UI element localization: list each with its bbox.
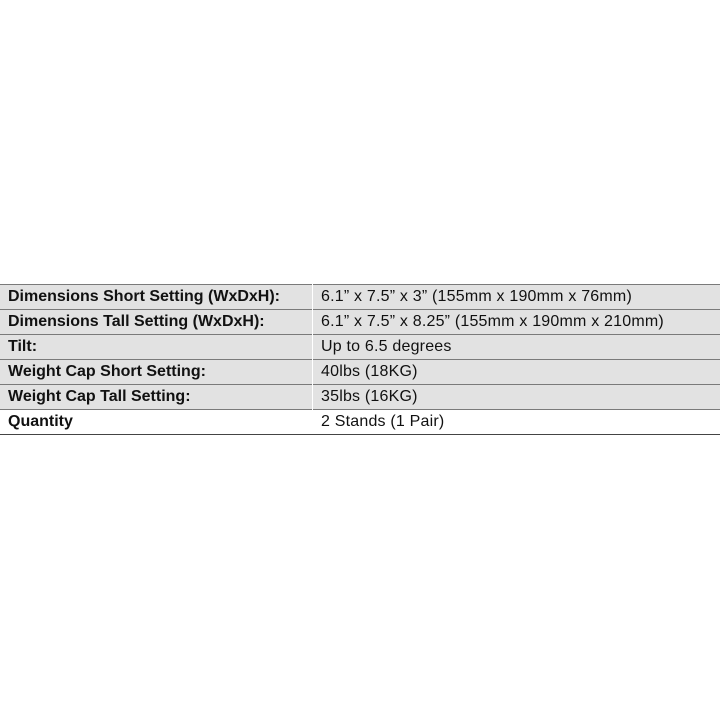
spec-value: Up to 6.5 degrees <box>313 335 720 360</box>
spec-value: 2 Stands (1 Pair) <box>313 410 720 435</box>
spec-value: 6.1” x 7.5” x 8.25” (155mm x 190mm x 210mm) <box>313 310 720 335</box>
spec-row-tilt <box>0 335 720 360</box>
spec-label: Dimensions Tall Setting (WxDxH): <box>0 310 313 335</box>
spec-label: Weight Cap Short Setting: <box>0 360 313 385</box>
spec-row-weight-cap-tall <box>0 385 720 410</box>
spec-label: Weight Cap Tall Setting: <box>0 385 313 410</box>
spec-value: 35lbs (16KG) <box>313 385 720 410</box>
spec-value: 40lbs (18KG) <box>313 360 720 385</box>
spec-row-dimensions-short <box>0 285 720 310</box>
spec-row-quantity <box>0 410 720 435</box>
spec-label: Tilt: <box>0 335 313 360</box>
spec-value: 6.1” x 7.5” x 3” (155mm x 190mm x 76mm) <box>313 285 720 310</box>
spec-row-dimensions-tall <box>0 310 720 335</box>
spec-label: Dimensions Short Setting (WxDxH): <box>0 285 313 310</box>
spec-row-weight-cap-short <box>0 360 720 385</box>
spec-label: Quantity <box>0 410 313 435</box>
spec-table <box>0 284 720 435</box>
